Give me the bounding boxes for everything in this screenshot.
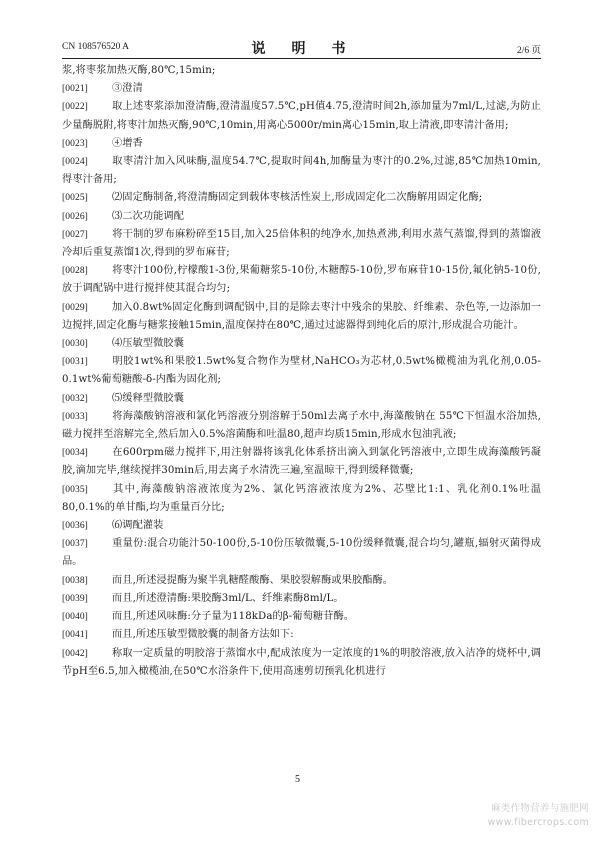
paragraph-0035: [0035] 其中,海藻酸钠溶液浓度为2%、氯化钙溶液浓度为2%、芯壁比1:1、乳化剂0.1%吐温80,0.1%的单甘酯,均为重量百分比; [62, 483, 541, 513]
watermark-site-name: 麻类作物营养与施肥网 [490, 803, 589, 814]
paragraph-text: ③澄清 [112, 83, 143, 95]
paragraph-text: 明胶1wt%和果胶1.5wt%复合物作为壁材,NaHCO₃为芯材,0.5wt%橄榄油为乳化剂,0.05-0.1wt%葡萄糖酸-δ-内酯为固化剂; [62, 356, 541, 386]
paragraph-text: ⑹调配灌装 [112, 520, 164, 532]
paragraph-0023: [0023] ④增香 [62, 137, 143, 149]
paragraph-0042: [0042] 称取一定质量的明胶溶于蒸馏水中,配成浓度为一定浓度的1%的明胶溶液,放入洁净的烧杯中,调节pH至6.5,加入橄榄油,在50℃水浴条件下,使用高速剪切预乳化机进行 [62, 647, 541, 677]
paragraph-text: 其中,海藻酸钠溶液浓度为2%、氯化钙溶液浓度为2%、芯壁比1:1、乳化剂0.1%吐温80,0.1%的单甘酯,均为重量百分比; [62, 483, 541, 513]
paragraph-text: 取枣清汁加入风味酶,温度54.7℃,提取时间4h,加酶量为枣汁的0.2%,过滤,85℃加热10min,得枣汁备用; [62, 156, 541, 186]
paragraph-0022: [0022] 取上述枣浆添加澄清酶,澄清温度57.5℃,pH值4.75,澄清时间2h,添加量为7ml/L,过滤,为防止少量酶脱附,将枣汁加热灭酶,90℃,10min,用离心5000r/min离心15min,取上清液,即枣清汁备用; [62, 101, 541, 131]
paragraph-text: 取上述枣浆添加澄清酶,澄清温度57.5℃,pH值4.75,澄清时间2h,添加量为7ml/L,过滤,为防止少量酶脱附,将枣汁加热灭酶,90℃,10min,用离心5000r/min离心15min,取上清液,即枣清汁备用; [62, 101, 541, 131]
paragraph-text: 在600rpm磁力搅拌下,用注射器将该乳化体系挤出滴入到氯化钙溶液中,立即生成海藻酸钙凝胶,滴加完毕,继续搅拌30min后,用去离子水清洗三遍,室温晾干,得到缓释微囊; [62, 447, 541, 477]
paragraph-text: 而且,所述澄清酶:果胶酶3ml/L、纤维素酶8ml/L。 [112, 592, 344, 604]
paragraph-text: 而且,所述压敏型微胶囊的制备方法如下: [112, 629, 294, 641]
paragraph-continuation [62, 62, 541, 80]
header-divider [62, 58, 541, 59]
site-watermark [488, 802, 589, 830]
watermark-url: www.fibercrops.com [487, 817, 589, 828]
paragraph-0032: [0032] ⑸缓释型微胶囊 [62, 392, 185, 404]
paragraph-0025: [0025] ⑵固定酶制备,将澄清酶固定到载体枣核活性炭上,形成固定化二次酶解用固定化酶; [62, 192, 483, 204]
paragraph-text: ④增香 [112, 137, 143, 149]
paragraph-0030: [0030] ⑷压敏型微胶囊 [62, 338, 185, 350]
paragraph-text: 而且,所述风味酶:分子量为118kDa的β-葡萄糖苷酶。 [112, 611, 355, 623]
paragraph-text: 将干制的罗布麻粉碎至15目,加入25倍体积的纯净水,加热煮沸,利用水蒸气蒸馏,得到的蒸馏液冷却后重复蒸馏1次,得到的罗布麻苷; [62, 228, 541, 259]
paragraph-text: ⑶二次功能调配 [112, 210, 185, 222]
paragraph-text: 将海藻酸钠溶液和氯化钙溶液分别溶解于50ml去离子水中,海藻酸钠在 55℃下恒温水浴加热,磁力搅拌至溶解完全,然后加入0.5%溶菌酶和吐温80,超声均质15min,形成水包油乳液; [62, 410, 541, 441]
paragraph-0034: [0034] 在600rpm磁力搅拌下,用注射器将该乳化体系挤出滴入到氯化钙溶液中,立即生成海藻酸钙凝胶,滴加完毕,继续搅拌30min后,用去离子水清洗三遍,室温晾干,得到缓释微囊; [62, 447, 541, 477]
patent-number: CN 108576520 A [62, 42, 130, 52]
page-header [62, 38, 541, 56]
document-title: 说 明 书 [251, 41, 352, 57]
paragraph-0027: [0027] 将干制的罗布麻粉碎至15目,加入25倍体积的纯净水,加热煮沸,利用水蒸气蒸馏,得到的蒸馏液冷却后重复蒸馏1次,得到的罗布麻苷; [62, 228, 541, 259]
paragraph-text: 加入0.8wt%固定化酶到调配锅中,目的是除去枣汁中残余的果胶、纤维素、杂色等,一边添加一边搅拌,固定化酶与糖浆接触15min,温度保持在80℃,通过过滤器得到纯化后的原汁,形成混合功能汁。 [62, 301, 541, 331]
paragraph-0040: [0040] 而且,所述风味酶:分子量为118kDa的β-葡萄糖苷酶。 [62, 611, 355, 623]
page-indicator: 2/6 页 [516, 46, 541, 56]
paragraph-0021: [0021] ③澄清 [62, 83, 143, 95]
paragraph-0038: [0038] 而且,所述浸提酶为聚半乳糖醛酸酶、果胶裂解酶或果胶酯酶。 [62, 574, 394, 586]
paragraph-0039: [0039] 而且,所述澄清酶:果胶酶3ml/L、纤维素酶8ml/L。 [62, 592, 344, 604]
paragraph-0024: [0024] 取枣清汁加入风味酶,温度54.7℃,提取时间4h,加酶量为枣汁的0.2%,过滤,85℃加热10min,得枣汁备用; [62, 156, 541, 186]
paragraph-0033: [0033] 将海藻酸钠溶液和氯化钙溶液分别溶解于50ml去离子水中,海藻酸钠在 55℃下恒温水浴加热,磁力搅拌至溶解完全,然后加入0.5%溶菌酶和吐温80,超声均质15min,形成水包油乳液; [62, 410, 541, 441]
paragraph-text: 而且,所述浸提酶为聚半乳糖醛酸酶、果胶裂解酶或果胶酯酶。 [112, 574, 394, 586]
paragraph-0031: [0031] 明胶1wt%和果胶1.5wt%复合物作为壁材,NaHCO₃为芯材,0.5wt%橄榄油为乳化剂,0.05-0.1wt%葡萄糖酸-δ-内酯为固化剂; [62, 356, 541, 386]
paragraph-text: ⑷压敏型微胶囊 [112, 338, 185, 350]
paragraph-0026: [0026] ⑶二次功能调配 [62, 210, 185, 222]
paragraph-text: 称取一定质量的明胶溶于蒸馏水中,配成浓度为一定浓度的1%的明胶溶液,放入洁净的烧杯中,调节pH至6.5,加入橄榄油,在50℃水浴条件下,使用高速剪切预乳化机进行 [62, 647, 541, 677]
document-body [62, 62, 541, 681]
paragraph-text: ⑸缓释型微胶囊 [112, 392, 185, 404]
paragraph-text: 将枣汁100份,柠檬酸1-3份,果葡糖浆5-10份,木糖醇5-10份,罗布麻苷10-15份,氟化钠5-10份,放于调配锅中进行搅拌使其混合均匀; [62, 265, 541, 295]
paragraph-text: 浆,将枣浆加热灭酶,80℃,15min; [62, 65, 216, 76]
paragraph-0041: [0041] 而且,所述压敏型微胶囊的制备方法如下: [62, 629, 294, 641]
paragraph-0036: [0036] ⑹调配灌装 [62, 520, 164, 532]
page-number: 5 [295, 774, 300, 785]
paragraph-0037: [0037] 重量份:混合功能汁50-100份,5-10份压敏微囊,5-10份缓释微囊,混合均匀,罐瓶,辐射灭菌得成品。 [62, 538, 541, 568]
paragraph-0028: [0028] 将枣汁100份,柠檬酸1-3份,果葡糖浆5-10份,木糖醇5-10份,罗布麻苷10-15份,氟化钠5-10份,放于调配锅中进行搅拌使其混合均匀; [62, 265, 541, 295]
paragraph-text: 重量份:混合功能汁50-100份,5-10份压敏微囊,5-10份缓释微囊,混合均匀,罐瓶,辐射灭菌得成品。 [62, 538, 541, 568]
paragraph-0029: [0029] 加入0.8wt%固定化酶到调配锅中,目的是除去枣汁中残余的果胶、纤维素、杂色等,一边添加一边搅拌,固定化酶与糖浆接触15min,温度保持在80℃,通过过滤器得到纯化后的原汁,形成混合功能汁。 [62, 301, 541, 331]
paragraph-text: ⑵固定酶制备,将澄清酶固定到载体枣核活性炭上,形成固定化二次酶解用固定化酶; [112, 192, 483, 204]
